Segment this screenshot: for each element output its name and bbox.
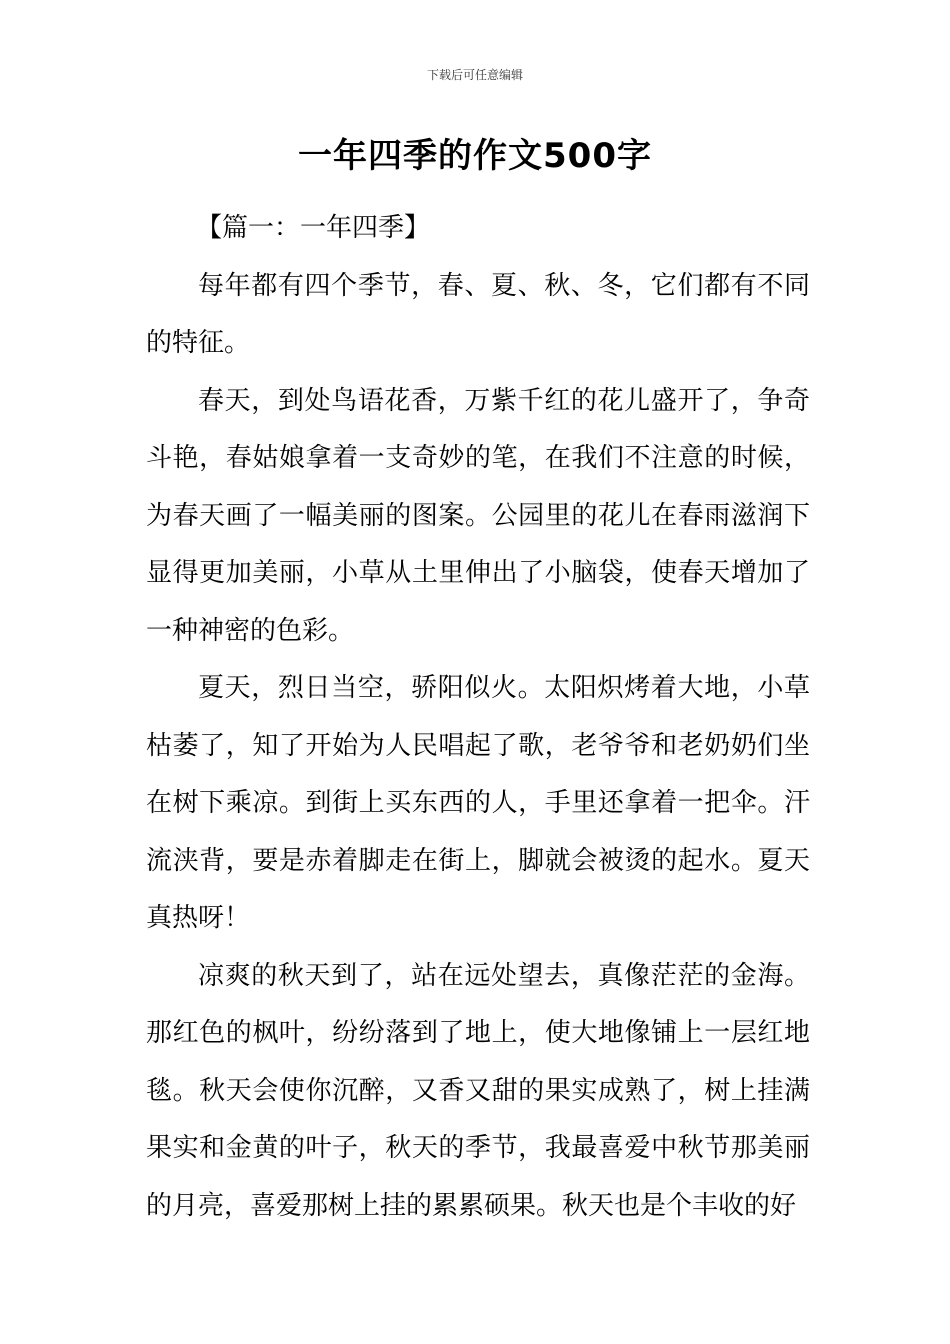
paragraph-spring: 春天，到处鸟语花香，万紫千红的花儿盛开了，争奇斗艳，春姑娘拿着一支奇妙的笔，在我们不注意的时候，为春天画了一幅美丽的图案。公园里的花儿在春雨滋润下显得更加美丽，小草从土里伸出了小脑袋，使春天增加了一种神密的色彩。 [146,385,810,646]
paragraph-summer: 夏天，烈日当空，骄阳似火。太阳炽烤着大地，小草枯萎了，知了开始为人民唱起了歌，老爷爷和老奶奶们坐在树下乘凉。到街上买东西的人，手里还拿着一把伞。汗流浃背，要是赤着脚走在街上，脚就会被烫的起水。夏天真热呀！ [146,673,810,933]
paragraph-intro: 每年都有四个季节，春、夏、秋、冬，它们都有不同的特征。 [146,270,810,358]
section-heading: 【篇一：一年四季】 [196,213,431,243]
document-title: 一年四季的作文500字 [298,136,652,176]
document-body [146,200,810,1235]
paragraph-autumn: 凉爽的秋天到了，站在远处望去，真像茫茫的金海。那红色的枫叶，纷纷落到了地上，使大地像铺上一层红地毯。秋天会使你沉醉，又香又甜的果实成熟了，树上挂满果实和金黄的叶子，秋天的季节，我最喜爱中秋节那美丽的月亮，喜爱那树上挂的累累硕果。秋天也是个丰收的好 [146,960,810,1221]
header-note: 下载后可任意编辑 [426,68,523,82]
